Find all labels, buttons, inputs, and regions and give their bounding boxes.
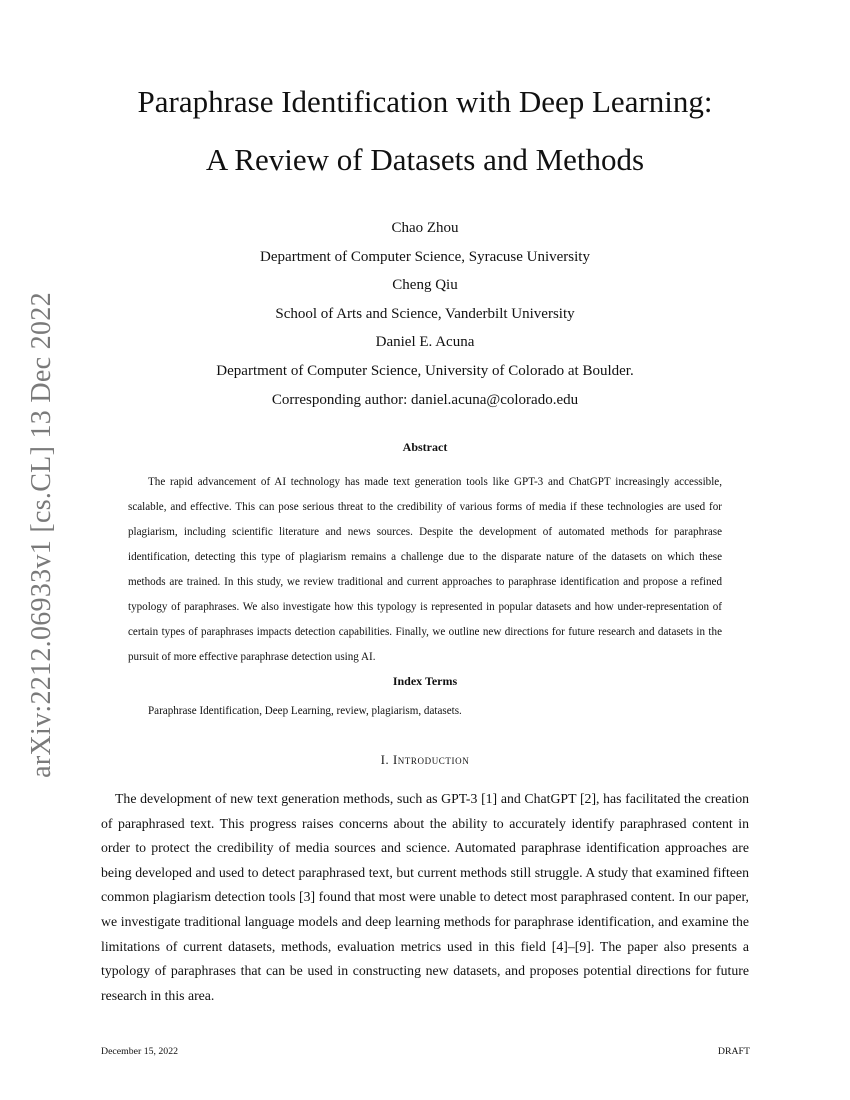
author-block <box>60 214 790 414</box>
index-terms-text: Paraphrase Identification, Deep Learning, review, plagiarism, datasets. <box>148 705 462 717</box>
arxiv-identifier-stamp: arXiv:2212.06933v1 [cs.CL] 13 Dec 2022 <box>26 292 57 778</box>
author-name: Chao Zhou <box>391 220 459 236</box>
section-title: Introduction <box>392 753 470 767</box>
author-name: Cheng Qiu <box>392 277 458 294</box>
footer-date: December 15, 2022 <box>101 1046 178 1057</box>
paper-title-line-1: Paraphrase Identification with Deep Learning: <box>137 84 713 119</box>
author-affiliation: Department of Computer Science, University of Colorado at Boulder. <box>216 362 634 379</box>
author-name: Daniel E. Acuna <box>375 334 475 351</box>
abstract-text: The rapid advancement of AI technology has made text generation tools like GPT-3 and ChatGPT increasingly accessible, scalable, and effective. This can pose serious threat to the credibility of various forms of media if these technologies are used for plagiarism, including scientific literature and news sources. Despite the development of automated methods for paraphrase identification, detecting this type of plagiarism remains a challenge due to the disparate nature of the datasets on which these methods are trained. In this study, we review traditional and current approaches to paraphrase identification and propose a refined typology of paraphrases. We also investigate how this typology is represented in popular datasets and how under-representation of certain types of paraphrases impacts detection capabilities. Finally, we outline new directions for future research and datasets in the pursuit of more effective paraphrase detection using AI. <box>128 476 722 663</box>
section-heading-introduction <box>60 753 790 768</box>
corresponding-author: Corresponding author: daniel.acuna@colorado.edu <box>271 391 579 408</box>
abstract-heading: Abstract <box>402 440 448 454</box>
footer-draft-label: DRAFT <box>717 1046 750 1057</box>
index-terms-heading: Index Terms <box>392 674 458 688</box>
author-affiliation: Department of Computer Science, Syracuse University <box>260 248 590 265</box>
section-number: I. <box>380 753 390 767</box>
author-affiliation: School of Arts and Science, Vanderbilt University <box>275 305 575 322</box>
introduction-body: The development of new text generation methods, such as GPT-3 [1] and ChatGPT [2], has facilitated the creation of paraphrased text. This progress raises concerns about the ability to accurately identify paraphrased content in order to protect the credibility of media sources and science. Automated paraphrase identification approaches are being developed and used to detect paraphrased text, but current methods still struggle. A study that examined fifteen common plagiarism detection tools [3] found that most were unable to detect most paraphrased content. In our paper, we investigate traditional language models and deep learning methods for paraphrase identification, and examine the limitations of current datasets, methods, evaluation metrics used in this field [4]–[9]. The paper also presents a typology of paraphrases that can be used in constructing new datasets, and proposes potential directions for future research in this area. <box>101 791 749 1003</box>
paper-title-line-2: A Review of Datasets and Methods <box>205 142 645 177</box>
